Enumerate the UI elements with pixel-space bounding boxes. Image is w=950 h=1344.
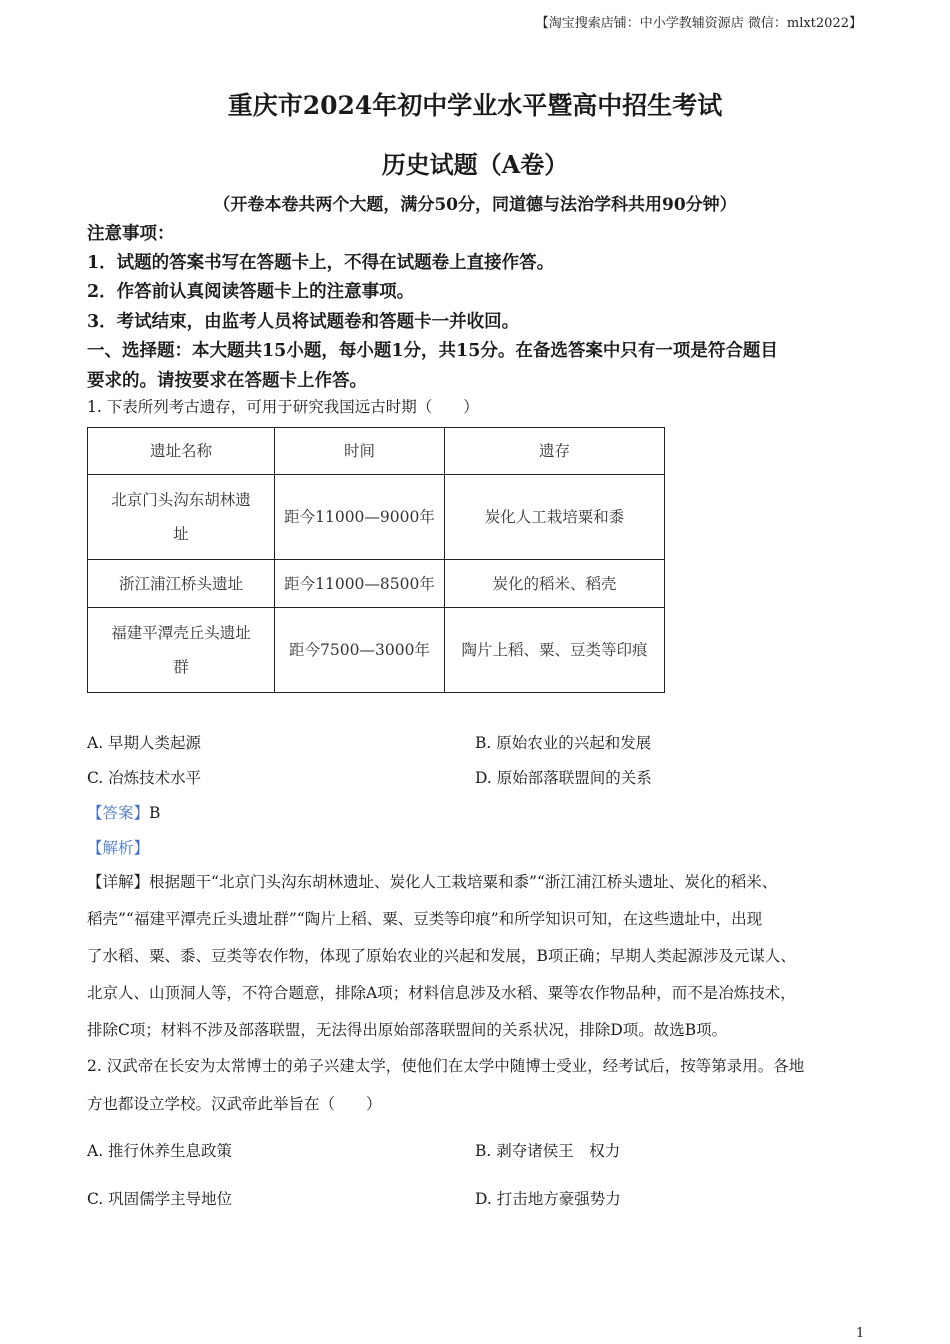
site-name-cont: 群 — [173, 658, 189, 676]
detail-explanation — [87, 864, 867, 1049]
detail-line: 稻壳”“福建平潭壳丘头遗址群”“陶片上稻、粟、豆类等印痕”和所学知识可知，在这些遗址中，出现 — [87, 910, 763, 928]
q2-option-d: D. 打击地方豪强势力 — [475, 1190, 621, 1208]
header-note: 【淘宝搜索店铺：中小学教辅资源店 微信：mlxt2022】 — [535, 16, 862, 31]
table-cell-time: 距今11000—8500年 — [275, 560, 445, 608]
table-row — [88, 560, 665, 608]
table-header-cell: 时间 — [275, 428, 445, 475]
exam-info: （开卷本卷共两个大题，满分50分，同道德与法治学科共用90分钟） — [213, 195, 737, 215]
table-header-row — [88, 428, 665, 475]
section-instruction: 要求的。请按要求在答题卡上作答。 — [87, 371, 367, 391]
q1-option-a: A. 早期人类起源 — [87, 734, 202, 752]
detail-label: 【详解】 — [87, 873, 150, 891]
detail-line: 北京人、山顶洞人等，不符合题意，排除A项；材料信息涉及水稻、粟等农作物品种，而不是冶炼技术， — [87, 984, 796, 1002]
section-instruction: 一、选择题：本大题共15小题，每小题1分，共15分。在备选答案中只有一项是符合题目 — [87, 341, 778, 361]
site-name: 福建平潭壳丘头遗址 — [111, 624, 251, 642]
answer-value: B — [149, 804, 161, 822]
page-title: 重庆市2024年初中学业水平暨高中招生考试 — [227, 91, 723, 120]
site-name: 北京门头沟东胡林遗 — [111, 491, 251, 509]
table-cell-time: 距今7500—3000年 — [275, 608, 445, 693]
table-cell-site — [88, 608, 275, 693]
table-cell-site — [88, 475, 275, 560]
page-subtitle: 历史试题（A卷） — [381, 150, 569, 179]
detail-line: 了水稻、粟、黍、豆类等农作物，体现了原始农业的兴起和发展，B项正确；早期人类起源涉及元谋人、 — [87, 947, 796, 965]
table-header-cell: 遗址名称 — [88, 428, 275, 475]
analysis-label: 【解析】 — [87, 839, 150, 857]
question-2-stem-cont: 方也都设立学校。汉武帝此举旨在（ ） — [87, 1095, 382, 1113]
answer-line — [87, 801, 160, 823]
detail-line: 排除C项；材料不涉及部落联盟，无法得出原始部落联盟间的关系状况，排除D项。故选B项。 — [87, 1021, 728, 1039]
question-2-stem: 2. 汉武帝在长安为太常博士的弟子兴建太学，使他们在太学中随博士受业，经考试后，按等第录用。各地 — [87, 1057, 805, 1075]
q1-option-c: C. 冶炼技术水平 — [87, 769, 202, 787]
table-cell-remains: 炭化人工栽培粟和黍 — [445, 475, 665, 560]
q1-option-d: D. 原始部落联盟间的关系 — [475, 769, 652, 787]
notice-item: 2．作答前认真阅读答题卡上的注意事项。 — [87, 282, 415, 302]
site-name-cont: 址 — [173, 525, 189, 543]
page-number: 1 — [856, 1326, 865, 1341]
table-cell-remains: 陶片上稻、粟、豆类等印痕 — [445, 608, 665, 693]
table-row — [88, 475, 665, 560]
answer-label: 【答案】 — [87, 804, 150, 822]
table-cell-site: 浙江浦江桥头遗址 — [88, 560, 275, 608]
q2-option-c: C. 巩固儒学主导地位 — [87, 1190, 233, 1208]
question-1-stem: 1. 下表所列考古遗存，可用于研究我国远古时期（ ） — [87, 398, 479, 416]
q1-option-b: B. 原始农业的兴起和发展 — [475, 734, 652, 752]
notice-heading: 注意事项： — [87, 224, 175, 244]
detail-text: 根据题干“北京门头沟东胡林遗址、炭化人工栽培粟和黍”“浙江浦江桥头遗址、炭化的稻米、 — [149, 873, 778, 891]
q2-option-b: B. 剥夺诸侯王 权力 — [475, 1142, 621, 1160]
notice-item: 3．考试结束，由监考人员将试题卷和答题卡一并收回。 — [87, 312, 520, 332]
table-row — [88, 608, 665, 693]
q2-option-a: A. 推行休养生息政策 — [87, 1142, 233, 1160]
notice-item: 1．试题的答案书写在答题卡上，不得在试题卷上直接作答。 — [87, 253, 555, 273]
sites-table — [87, 427, 665, 693]
table-cell-time: 距今11000—9000年 — [275, 475, 445, 560]
table-cell-remains: 炭化的稻米、稻壳 — [445, 560, 665, 608]
detail-line — [87, 864, 867, 901]
table-header-cell: 遗存 — [445, 428, 665, 475]
